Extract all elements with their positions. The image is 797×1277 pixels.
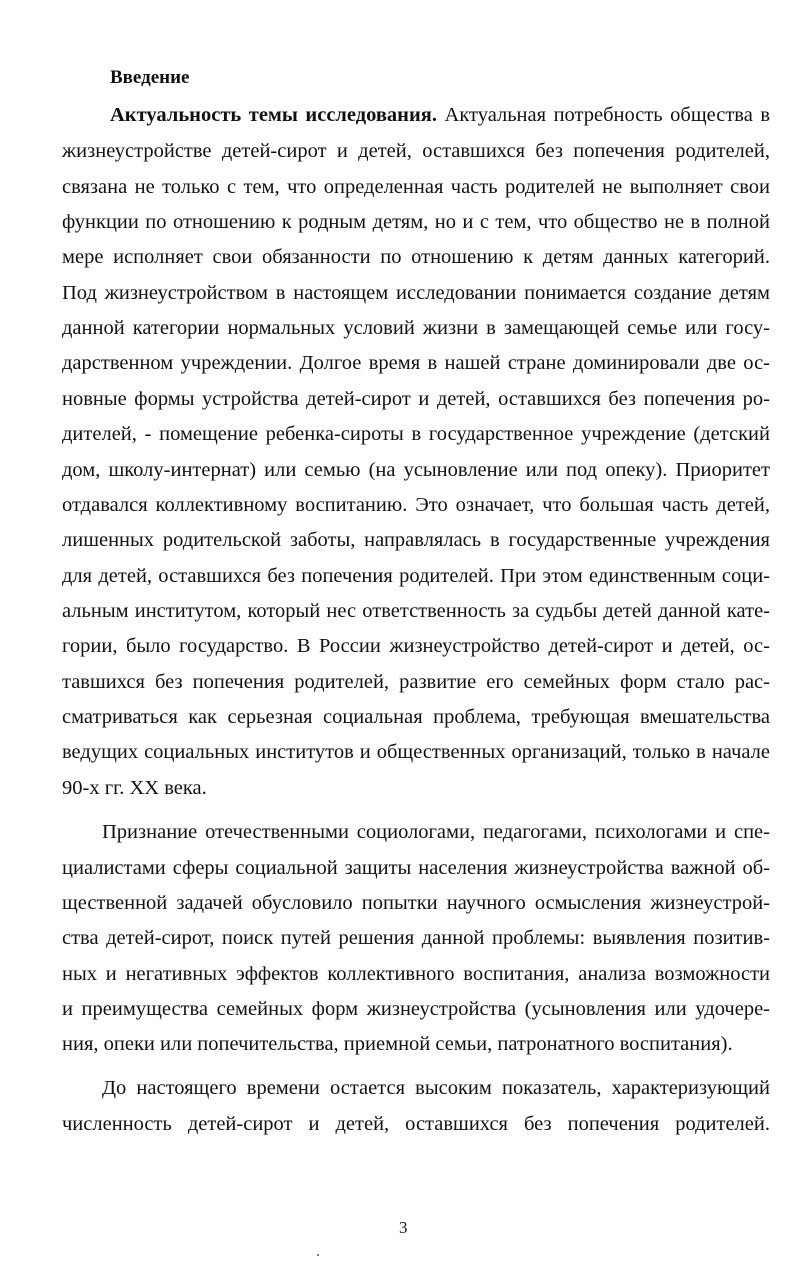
paragraph-1-line-6: Под жизнеустройством в настоящем исследовании понимается создание детям bbox=[62, 282, 770, 304]
paragraph-1-line-9: новные формы устройства детей-сирот и детей, оставшихся без попечения ро- bbox=[62, 388, 770, 410]
paragraph-1-line-19: ведущих социальных институтов и общественных организаций, только в начале bbox=[62, 741, 770, 763]
page-number: 3 bbox=[399, 1218, 408, 1237]
paragraph-1-line-15: альным институтом, который нес ответственность за судьбы детей данной кате- bbox=[62, 600, 770, 622]
paragraph-1-line-2: жизнеустройстве детей-сирот и детей, оставшихся без попечения родителей, bbox=[62, 140, 770, 162]
paragraph-2-line-2: циалистами сферы социальной защиты населения жизнеустройства важной об- bbox=[62, 857, 770, 879]
paragraph-1-line-11: дом, школу-интернат) или семью (на усыновление или под опеку). Приоритет bbox=[62, 459, 770, 481]
paragraph-3-line-1: До настоящего времени остается высоким показатель, характеризующий bbox=[102, 1077, 770, 1099]
paragraph-1-line-1 bbox=[110, 102, 770, 128]
relevance-lead: Актуальность темы исследования. bbox=[110, 104, 438, 126]
paragraph-1-line-16: гории, было государство. В России жизнеустройство детей-сирот и детей, ос- bbox=[62, 635, 770, 657]
scan-speck bbox=[317, 1254, 319, 1256]
paragraph-1-line-14: для детей, оставшихся без попечения родителей. При этом единственным соци- bbox=[62, 565, 770, 587]
paragraph-1-line-20: 90-х гг. XX века. bbox=[62, 777, 207, 799]
paragraph-1-line-10: дителей, - помещение ребенка-сироты в государственное учреждение (детский bbox=[62, 423, 770, 445]
paragraph-2-line-3: щественной задачей обусловило попытки научного осмысления жизнеустрой- bbox=[62, 892, 770, 914]
paragraph-1-line-12: отдавался коллективному воспитанию. Это означает, что большая часть детей, bbox=[62, 494, 770, 516]
paragraph-2-line-5: ных и негативных эффектов коллективного воспитания, анализа возможности bbox=[62, 963, 770, 985]
paragraph-1-line-17: тавшихся без попечения родителей, развитие его семейных форм стало рас- bbox=[62, 671, 770, 693]
paragraph-2-line-7: ния, опеки или попечительства, приемной семьи, патронатного воспитания). bbox=[62, 1033, 733, 1055]
section-heading: Введение bbox=[110, 67, 190, 88]
paragraph-3-line-2: численность детей-сирот и детей, оставшихся без попечения родителей. bbox=[62, 1113, 770, 1135]
paragraph-1-line-7: данной категории нормальных условий жизни в замещающей семье или госу- bbox=[62, 317, 770, 339]
paragraph-1-line-8: дарственном учреждении. Долгое время в нашей стране доминировали две ос- bbox=[62, 352, 770, 374]
paragraph-2-line-6: и преимущества семейных форм жизнеустройства (усыновления или удочере- bbox=[62, 998, 770, 1020]
paragraph-1-line-3: связана не только с тем, что определенная часть родителей не выполняет свои bbox=[62, 176, 770, 198]
paragraph-1-line-18: сматриваться как серьезная социальная проблема, требующая вмешательства bbox=[62, 706, 770, 728]
paragraph-1-line-13: лишенных родительской заботы, направлялась в государственные учреждения bbox=[62, 529, 770, 551]
paragraph-1-line-4: функции по отношению к родным детям, но и с тем, что общество не в полной bbox=[62, 211, 770, 233]
paragraph-1-line-5: мере исполняет свои обязанности по отношению к детям данных категорий. bbox=[62, 246, 770, 268]
paragraph-2-line-4: ства детей-сирот, поиск путей решения данной проблемы: выявления позитив- bbox=[62, 927, 770, 949]
paragraph-2-line-1: Признание отечественными социологами, педагогами, психологами и спе- bbox=[102, 821, 770, 843]
line-text: Актуальная потребность общества в bbox=[437, 104, 770, 126]
